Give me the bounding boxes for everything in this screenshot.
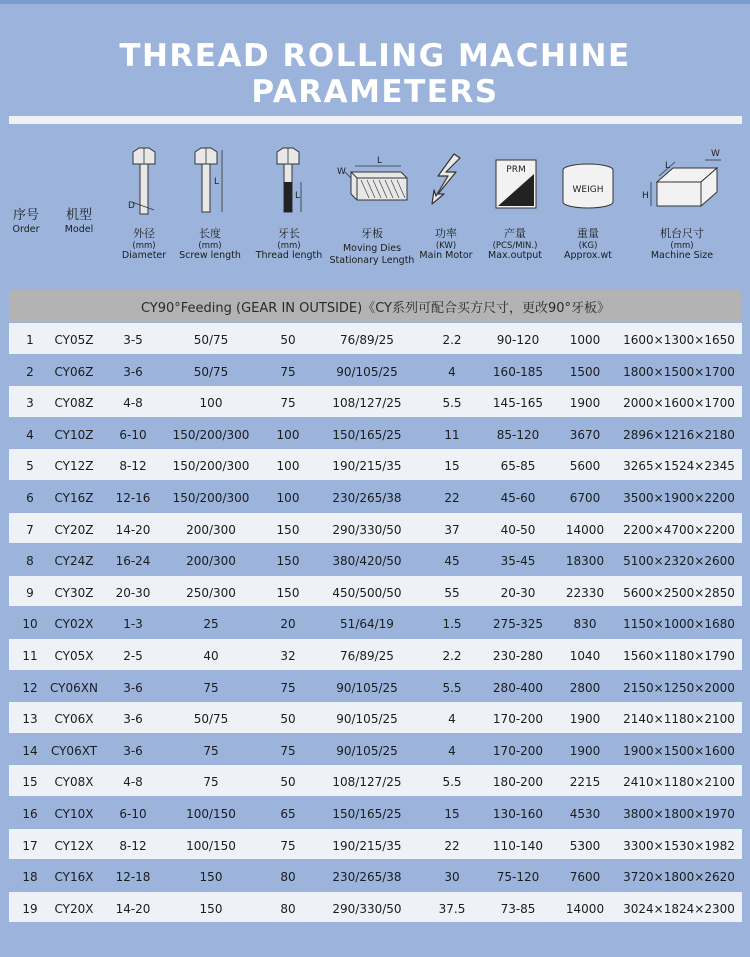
table-row [9, 797, 742, 829]
table-row [9, 892, 742, 924]
cell-screw-length: 75 [203, 680, 219, 695]
cell-thread-length: 150 [276, 554, 300, 569]
cell-dies: 190/215/35 [332, 459, 402, 474]
cell-weight: 1500 [569, 364, 601, 379]
header-output-zh: 产量 [504, 227, 526, 240]
cell-weight: 5300 [569, 838, 601, 853]
cell-order: 4 [26, 427, 34, 442]
cell-motor: 22 [444, 838, 460, 853]
cell-weight: 5600 [569, 459, 601, 474]
cell-motor: 30 [444, 870, 460, 885]
cell-model: CY08X [54, 775, 94, 790]
cell-dies: 108/127/25 [332, 775, 402, 790]
table-row [9, 860, 742, 892]
header-weight [555, 140, 621, 270]
cell-diameter: 1-3 [123, 617, 143, 632]
cell-output: 280-400 [492, 680, 544, 695]
table-row [9, 355, 742, 387]
header-motor-unit: (KW) [435, 241, 457, 251]
cell-order: 19 [22, 901, 38, 916]
cell-order: 1 [26, 333, 34, 347]
cell-model: CY05Z [54, 333, 94, 347]
cell-output: 160-185 [492, 364, 544, 379]
cell-size: 2200×4700×2200 [623, 522, 735, 537]
screw-length-icon-letter: L [214, 177, 220, 187]
cell-thread-length: 32 [280, 648, 296, 663]
cell-order: 7 [26, 522, 34, 537]
table-row [9, 576, 742, 608]
cell-size: 3500×1900×2200 [623, 490, 735, 505]
cell-motor: 37 [444, 522, 460, 537]
cell-motor: 37.5 [438, 901, 466, 916]
cell-order: 9 [26, 585, 34, 600]
cell-output: 65-85 [500, 459, 536, 474]
cell-size: 1900×1500×1600 [623, 743, 735, 758]
header-thread-length-en: Thread length [255, 250, 323, 261]
cell-model: CY06XN [50, 680, 98, 695]
cell-size: 2140×1180×2100 [623, 712, 735, 727]
column-headers [0, 140, 750, 270]
cell-order: 5 [26, 459, 34, 474]
cell-model: CY20Z [54, 522, 94, 537]
cell-model: CY10Z [54, 427, 94, 442]
cell-diameter: 3-5 [123, 333, 143, 347]
cell-dies: 90/105/25 [336, 712, 398, 727]
table-row [9, 386, 742, 418]
header-weight-zh: 重量 [577, 227, 599, 240]
header-dies-en: Moving Dies [342, 243, 402, 254]
cell-order: 10 [22, 617, 38, 632]
header-model-zh: 机型 [65, 208, 92, 223]
cell-dies: 450/500/50 [332, 585, 402, 600]
weight-drum-icon [559, 146, 617, 210]
cell-dies: 150/165/25 [332, 806, 402, 821]
cell-dies: 90/105/25 [336, 680, 398, 695]
cell-size: 3300×1530×1982 [623, 838, 735, 853]
cell-dies: 190/215/35 [332, 838, 402, 853]
cell-motor: 45 [444, 554, 460, 569]
cell-diameter: 14-20 [115, 901, 151, 916]
cell-diameter: 3-6 [123, 680, 143, 695]
cell-model: CY06Z [54, 364, 94, 379]
cell-weight: 2800 [569, 680, 601, 695]
cell-motor: 5.5 [442, 775, 462, 790]
cell-model: CY06X [54, 712, 94, 727]
cell-size: 2150×1250×2000 [623, 680, 735, 695]
cell-model: CY12Z [54, 459, 94, 474]
header-diameter [114, 140, 174, 270]
cell-thread-length: 100 [276, 459, 300, 474]
cell-output: 130-160 [492, 806, 544, 821]
cell-diameter: 4-8 [123, 775, 143, 790]
header-motor [418, 140, 474, 270]
cell-screw-length: 100 [199, 396, 223, 411]
cell-output: 170-200 [492, 743, 544, 758]
header-diameter-en: Diameter [121, 250, 167, 261]
cell-order: 14 [22, 743, 38, 758]
table-row [9, 607, 742, 639]
cell-model: CY06XT [50, 743, 98, 758]
lightning-bolt-icon [426, 146, 466, 210]
cell-thread-length: 150 [276, 522, 300, 537]
header-weight-en: Approx.wt [564, 250, 612, 261]
cell-motor: 4 [448, 712, 456, 727]
cell-model: CY16X [54, 870, 94, 885]
cell-screw-length: 100/150 [186, 838, 236, 853]
table-row [9, 734, 742, 766]
cell-diameter: 3-6 [123, 364, 143, 379]
cell-motor: 1.5 [442, 617, 462, 632]
cell-order: 12 [22, 680, 38, 695]
cell-screw-length: 40 [203, 648, 219, 663]
cell-screw-length: 50/75 [193, 333, 229, 347]
table-row [9, 418, 742, 450]
cell-model: CY20X [54, 901, 94, 916]
size-icon-letter-w: W [711, 149, 720, 159]
cell-output: 35-45 [500, 554, 536, 569]
cell-size: 1560×1180×1790 [623, 648, 735, 663]
cell-diameter: 8-12 [119, 838, 147, 853]
cell-weight: 7600 [569, 870, 601, 885]
header-output-en: Max.output [488, 250, 542, 261]
header-motor-zh: 功率 [435, 227, 457, 240]
dies-icon-letter-l: L [377, 156, 383, 166]
cell-motor: 2.2 [442, 333, 462, 347]
cell-weight: 1900 [569, 712, 601, 727]
cell-thread-length: 75 [280, 396, 296, 411]
cell-dies: 108/127/25 [332, 396, 402, 411]
cell-diameter: 2-5 [123, 648, 143, 663]
diameter-icon-letter: D [128, 201, 135, 211]
cell-diameter: 12-18 [115, 870, 151, 885]
cell-weight: 2215 [569, 775, 601, 790]
cell-weight: 1040 [569, 648, 601, 663]
header-thread-length-unit: (mm) [277, 241, 301, 251]
threaded-bolt-icon [269, 146, 309, 216]
cell-thread-length: 50 [280, 775, 296, 790]
cell-dies: 290/330/50 [332, 901, 402, 916]
header-dies-zh: 牙板 [361, 227, 383, 240]
dies-icon-letter-w: W [337, 167, 346, 177]
cell-screw-length: 75 [203, 743, 219, 758]
cell-weight: 14000 [565, 901, 605, 916]
header-size-en: Machine Size [650, 250, 714, 261]
cell-screw-length: 100/150 [186, 806, 236, 821]
table-row [9, 639, 742, 671]
cell-diameter: 6-10 [119, 427, 147, 442]
cell-screw-length: 75 [203, 775, 219, 790]
table-row [9, 671, 742, 703]
header-order [4, 140, 48, 270]
size-icon-letter-h: H [642, 191, 649, 201]
table-row [9, 323, 742, 355]
header-dies-en2: Stationary Length [329, 255, 415, 266]
section-title: CY90°Feeding (GEAR IN OUTSIDE)《CY系列可配合买方尺寸，更改90°牙板》 [9, 290, 742, 322]
table-row [9, 481, 742, 513]
cell-motor: 5.5 [442, 680, 462, 695]
cell-weight: 18300 [565, 554, 605, 569]
cell-order: 17 [22, 838, 38, 853]
cell-thread-length: 100 [276, 427, 300, 442]
cell-motor: 4 [448, 743, 456, 758]
header-output-unit: (PCS/MIN.) [492, 241, 538, 251]
cell-screw-length: 150/200/300 [172, 490, 250, 505]
header-order-zh: 序号 [12, 208, 39, 223]
cell-dies: 380/420/50 [332, 554, 402, 569]
cell-thread-length: 50 [280, 712, 296, 727]
cell-thread-length: 80 [280, 870, 296, 885]
cell-dies: 51/64/19 [340, 617, 394, 632]
cell-order: 13 [22, 712, 38, 727]
header-output [482, 140, 548, 270]
cell-weight: 3670 [569, 427, 601, 442]
cell-dies: 290/330/50 [332, 522, 402, 537]
header-motor-en: Main Motor [419, 250, 473, 261]
cell-screw-length: 200/300 [186, 522, 236, 537]
cell-output: 110-140 [492, 838, 544, 853]
cell-diameter: 12-16 [115, 490, 151, 505]
header-screw-length-en: Screw length [179, 250, 241, 261]
header-model-en: Model [64, 224, 94, 235]
cell-screw-length: 50/75 [193, 712, 229, 727]
cell-size: 3800×1800×1970 [623, 806, 735, 821]
cell-dies: 230/265/38 [332, 870, 402, 885]
cell-diameter: 3-6 [123, 712, 143, 727]
header-order-en: Order [12, 224, 40, 235]
cell-motor: 22 [444, 490, 460, 505]
header-dies [326, 140, 418, 270]
cell-output: 40-50 [500, 522, 536, 537]
cell-order: 18 [22, 870, 38, 885]
cell-thread-length: 80 [280, 901, 296, 916]
cell-weight: 4530 [569, 806, 601, 821]
cell-output: 170-200 [492, 712, 544, 727]
cell-size: 2896×1216×2180 [623, 427, 735, 442]
cell-motor: 15 [444, 459, 460, 474]
cell-thread-length: 75 [280, 680, 296, 695]
cell-screw-length: 25 [203, 617, 219, 632]
header-screw-length [176, 140, 244, 270]
cell-motor: 15 [444, 806, 460, 821]
cell-thread-length: 75 [280, 743, 296, 758]
cell-size: 5100×2320×2600 [623, 554, 735, 569]
cell-weight: 6700 [569, 490, 601, 505]
bolt-length-icon [190, 146, 230, 216]
cell-output: 20-30 [500, 585, 536, 600]
cell-thread-length: 100 [276, 490, 300, 505]
cell-output: 85-120 [496, 427, 540, 442]
cell-dies: 230/265/38 [332, 490, 402, 505]
cell-size: 3265×1524×2345 [623, 459, 735, 474]
cell-dies: 150/165/25 [332, 427, 402, 442]
cell-thread-length: 150 [276, 585, 300, 600]
cell-motor: 5.5 [442, 396, 462, 411]
header-thread-length-zh: 牙长 [278, 227, 300, 240]
cell-output: 230-280 [492, 648, 544, 663]
cell-diameter: 6-10 [119, 806, 147, 821]
cell-size: 1800×1500×1700 [623, 364, 735, 379]
top-band [0, 0, 750, 4]
cell-order: 16 [22, 806, 38, 821]
cell-size: 2410×1180×2100 [623, 775, 735, 790]
weight-icon-text: WEIGH [572, 185, 604, 195]
header-diameter-zh: 外径 [133, 227, 155, 240]
header-screw-length-zh: 长度 [199, 227, 221, 240]
cell-order: 15 [22, 775, 38, 790]
cell-model: CY08Z [54, 396, 94, 411]
cell-model: CY30Z [54, 585, 94, 600]
cell-order: 8 [26, 554, 34, 569]
header-thread-length [252, 140, 326, 270]
cell-weight: 1900 [569, 396, 601, 411]
cell-motor: 11 [444, 427, 460, 442]
cell-size: 5600×2500×2850 [623, 585, 735, 600]
cell-screw-length: 150 [199, 870, 223, 885]
cell-size: 1150×1000×1680 [623, 617, 735, 632]
cell-size: 1600×1300×1650 [623, 333, 735, 347]
cell-thread-length: 75 [280, 364, 296, 379]
title-divider [9, 116, 742, 124]
cell-model: CY02X [54, 617, 94, 632]
cell-weight: 1900 [569, 743, 601, 758]
page-title: THREAD ROLLING MACHINE PARAMETERS [119, 38, 631, 110]
header-diameter-unit: (mm) [132, 241, 156, 251]
cell-model: CY10X [54, 806, 94, 821]
table-row [9, 829, 742, 861]
cell-screw-length: 50/75 [193, 364, 229, 379]
cell-output: 145-165 [492, 396, 544, 411]
cell-size: 3720×1800×2620 [623, 870, 735, 885]
cell-dies: 90/105/25 [336, 364, 398, 379]
header-model [56, 140, 102, 270]
cell-weight: 830 [573, 617, 597, 632]
table-row [9, 544, 742, 576]
cell-screw-length: 200/300 [186, 554, 236, 569]
table-row [9, 765, 742, 797]
table-row [9, 449, 742, 481]
cell-motor: 55 [444, 585, 460, 600]
cell-diameter: 16-24 [115, 554, 151, 569]
machine-box-icon [637, 146, 727, 210]
cell-output: 73-85 [500, 901, 536, 916]
cell-model: CY16Z [54, 490, 94, 505]
table-row [9, 702, 742, 734]
cell-diameter: 8-12 [119, 459, 147, 474]
cell-weight: 22330 [565, 585, 605, 600]
cell-size: 3024×1824×2300 [623, 901, 735, 916]
cell-weight: 14000 [565, 522, 605, 537]
cell-thread-length: 20 [280, 617, 296, 632]
cell-dies: 76/89/25 [340, 648, 394, 663]
cell-diameter: 3-6 [123, 743, 143, 758]
header-size-unit: (mm) [670, 241, 694, 251]
parameters-table [9, 323, 742, 923]
cell-thread-length: 50 [280, 333, 296, 347]
size-icon-letter-l: L [665, 161, 671, 171]
header-screw-length-unit: (mm) [198, 241, 222, 251]
cell-model: CY12X [54, 838, 94, 853]
output-chart-icon [490, 146, 540, 210]
cell-output: 180-200 [492, 775, 544, 790]
cell-dies: 76/89/25 [340, 333, 394, 347]
cell-screw-length: 150 [199, 901, 223, 916]
cell-size: 2000×1600×1700 [623, 396, 735, 411]
cell-model: CY24Z [54, 554, 94, 569]
cell-screw-length: 250/300 [186, 585, 236, 600]
cell-screw-length: 150/200/300 [172, 459, 250, 474]
header-weight-unit: (KG) [578, 241, 598, 251]
cell-motor: 2.2 [442, 648, 462, 663]
cell-thread-length: 65 [280, 806, 296, 821]
cell-model: CY05X [54, 648, 94, 663]
cell-diameter: 20-30 [115, 585, 151, 600]
cell-thread-length: 75 [280, 838, 296, 853]
cell-dies: 90/105/25 [336, 743, 398, 758]
bolt-diameter-icon [124, 146, 164, 216]
cell-order: 11 [22, 648, 38, 663]
thread-length-icon-letter: L [295, 191, 301, 201]
cell-order: 6 [26, 490, 34, 505]
cell-motor: 4 [448, 364, 456, 379]
cell-order: 2 [26, 364, 34, 379]
thread-die-icon [333, 146, 411, 206]
cell-diameter: 14-20 [115, 522, 151, 537]
cell-order: 3 [26, 396, 34, 411]
cell-output: 75-120 [496, 870, 540, 885]
cell-output: 275-325 [492, 617, 544, 632]
cell-diameter: 4-8 [123, 396, 143, 411]
header-size [632, 140, 732, 270]
output-icon-text: PRM [506, 165, 526, 175]
cell-weight: 1000 [569, 333, 601, 347]
cell-output: 90-120 [496, 333, 540, 347]
cell-screw-length: 150/200/300 [172, 427, 250, 442]
header-size-zh: 机台尺寸 [660, 227, 704, 240]
cell-output: 45-60 [500, 490, 536, 505]
table-row [9, 513, 742, 545]
